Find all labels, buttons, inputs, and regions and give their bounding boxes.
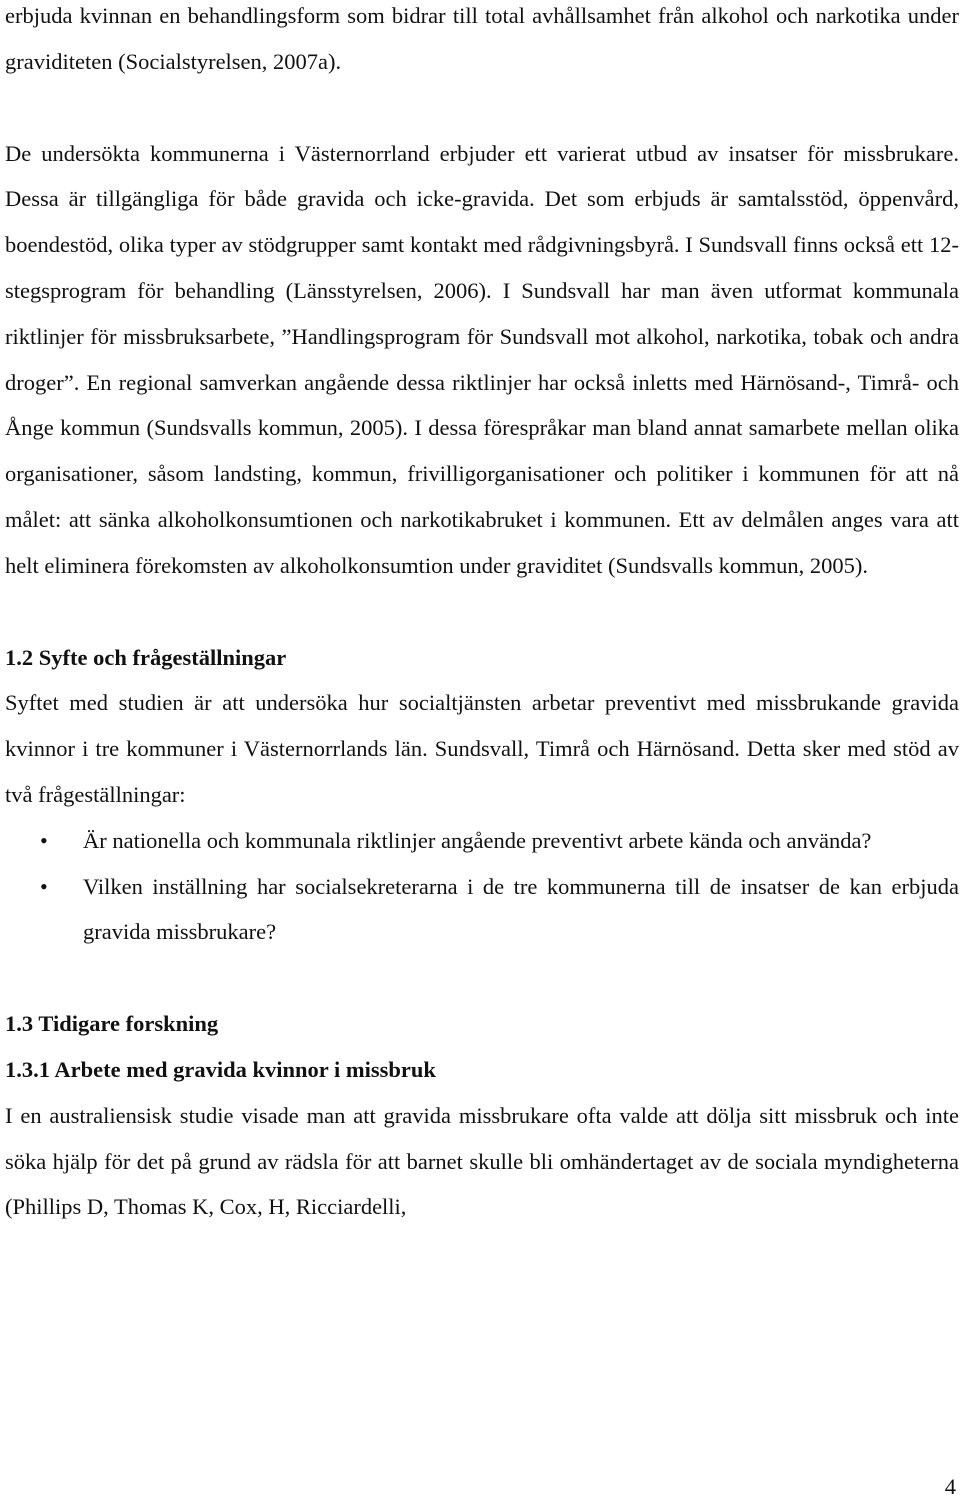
heading-section-1-3: 1.3 Tidigare forskning [5, 1011, 219, 1037]
page-number: 4 [944, 1474, 956, 1499]
paragraph-australian-study: I en australiensisk studie visade man att gravida missbrukare ofta valde att dölja sitt missbruk och inte söka hjälp för det på grund av rädsla för att barnet skulle bli omhändertaget av de sociala myndigheterna (Phillips D, Thomas K, Cox, H, Ricciardelli, [5, 1102, 959, 1220]
paragraph-intro-continuation: erbjuda kvinnan en behandlingsform som bidrar till total avhållsamhet från alkohol och narkotika under graviditeten (Socialstyrelsen, 2007a). [5, 3, 959, 74]
list-item-text: Är nationella och kommunala riktlinjer angående preventivt arbete kända och använda? [83, 827, 872, 853]
bullet-icon: • [40, 827, 48, 853]
heading-section-1-3-1: 1.3.1 Arbete med gravida kvinnor i missbruk [5, 1056, 436, 1082]
heading-section-1-2: 1.2 Syfte och frågeställningar [5, 644, 287, 670]
research-questions-list [5, 818, 959, 955]
paragraph-purpose: Syftet med studien är att undersöka hur socialtjänsten arbetar preventivt med missbrukande gravida kvinnor i tre kommuner i Västernorrlands län. Sundsvall, Timrå och Härnösand. Detta sker med stöd av två frågeställningar: [5, 690, 959, 807]
list-item-text: Vilken inställning har socialsekreterarna i de tre kommunerna till de insatser de kan erbjuda gravida missbrukare? [83, 873, 959, 945]
bullet-icon: • [40, 873, 48, 899]
paragraph-municipal-services: De undersökta kommunerna i Västernorrland erbjuder ett varierat utbud av insatser för missbrukare. Dessa är tillgängliga för både gravida och icke-gravida. Det som erbjuds är samtalsstöd, öppenvård, boendestöd, olika typer av stödgrupper samt kontakt med rådgivningsbyrå. I Sundsvall finns också ett 12-stegsprogram för behandling (Länsstyrelsen, 2006). I Sundsvall har man även utformat kommunala riktlinjer för missbruksarbete, ”Handlingsprogram för Sundsvall mot alkohol, narkotika, tobak och andra droger”. En regional samverkan angående dessa riktlinjer har också inletts med Härnösand-, Timrå- och Ånge kommun (Sundsvalls kommun, 2005). I dessa förespråkar man bland annat samarbete mellan olika organisationer, såsom landsting, kommun, frivilligorganisationer och politiker i kommunen för att nå målet: att sänka alkoholkonsumtionen och narkotikabruket i kommunen. Ett av delmålen anges vara att helt eliminera förekomsten av alkoholkonsumtion under graviditet (Sundsvalls kommun, 2005). [5, 140, 959, 578]
list-item [5, 818, 959, 864]
list-item [5, 864, 959, 956]
document-page [5, 0, 959, 1230]
